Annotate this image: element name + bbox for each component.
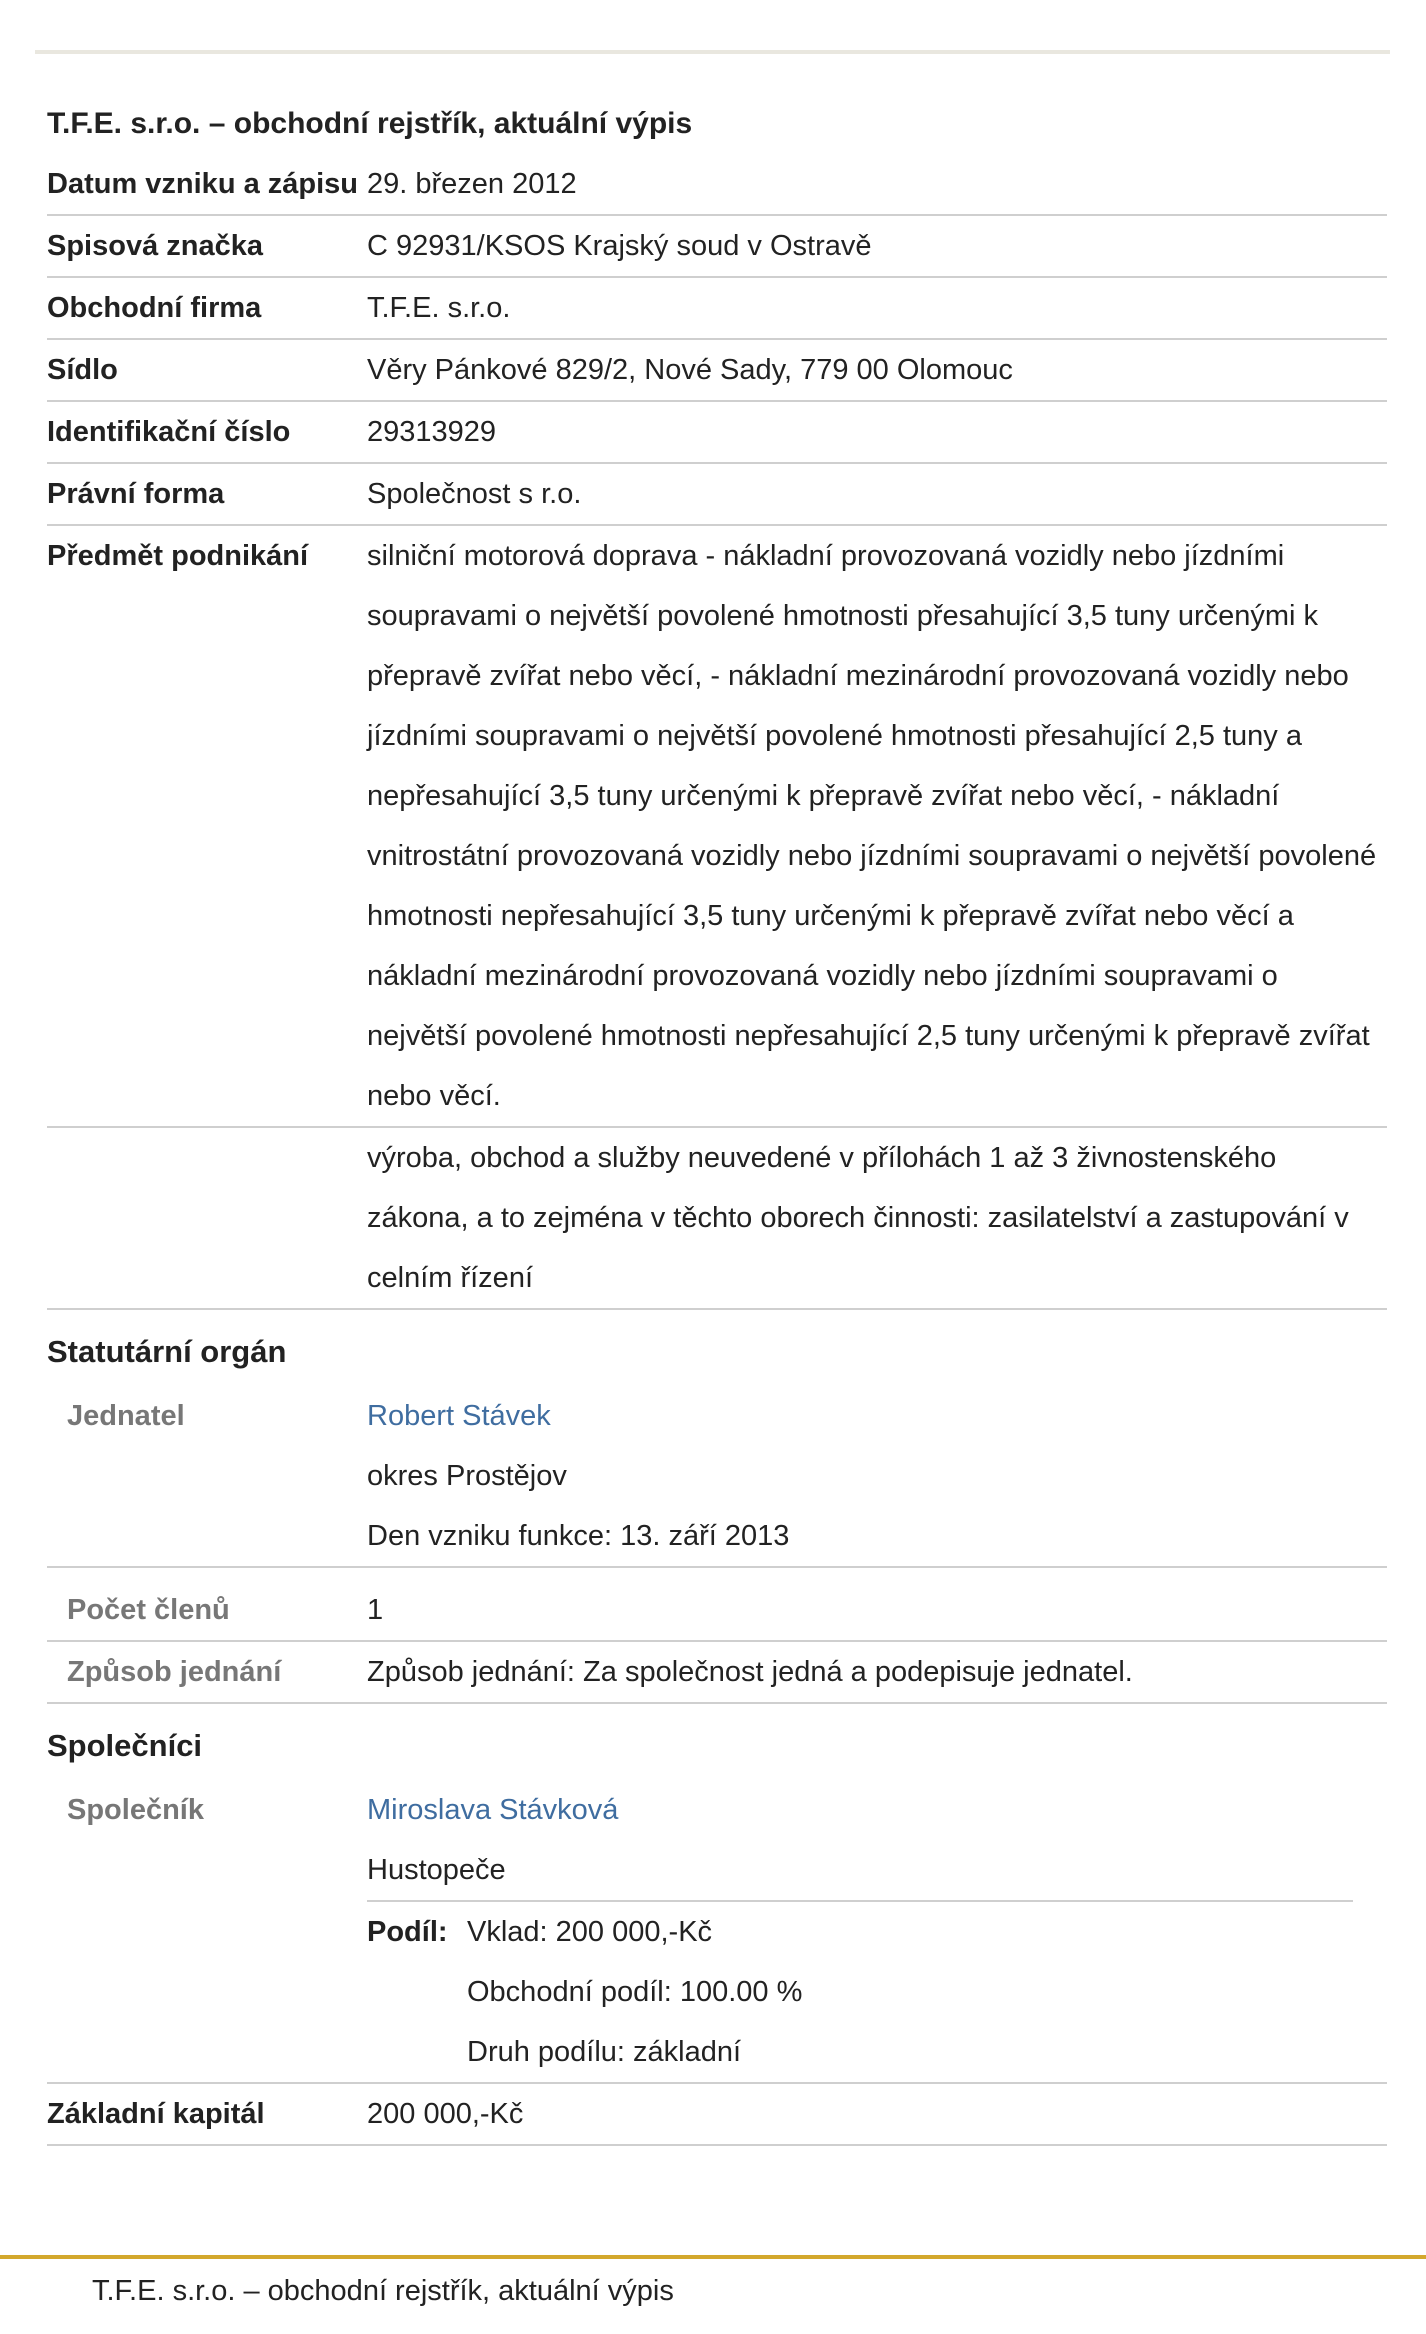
value-datum: 29. březen 2012: [367, 168, 577, 200]
podil-druh: Druh podílu: základní: [467, 2036, 742, 2068]
spolecnik-place: Hustopeče: [367, 1854, 506, 1886]
row-kapital: [47, 2084, 1387, 2146]
document-card: [35, 50, 1390, 2224]
label-datum: Datum vzniku a zápisu: [47, 168, 359, 200]
label-predmet: Předmět podnikání: [47, 540, 309, 572]
label-firma: Obchodní firma: [47, 292, 262, 324]
row-predmet-2: [47, 1128, 1387, 1310]
link-spolecnik-name[interactable]: Miroslava Stávková: [367, 1794, 619, 1826]
row-sidlo: [47, 340, 1387, 402]
jednatel-den: Den vzniku funkce: 13. září 2013: [367, 1520, 790, 1552]
row-datum: [47, 154, 1387, 216]
value-jednatel: [367, 1386, 1387, 1566]
row-spisova: [47, 216, 1387, 278]
row-jednatel: [47, 1386, 1387, 1568]
value-zpusob: Způsob jednání: Za společnost jedná a podepisuje jednatel.: [367, 1656, 1133, 1688]
row-zpusob: [47, 1642, 1387, 1704]
podil-values: [467, 1902, 802, 2082]
label-ico: Identifikační číslo: [47, 416, 291, 448]
value-spolecnik: [367, 1780, 1387, 2082]
footer-bar: [0, 2255, 1426, 2334]
podil-vklad: Vklad: 200 000,-Kč: [467, 1916, 713, 1948]
row-forma: [47, 464, 1387, 526]
value-ico: 29313929: [367, 416, 497, 448]
page-title: T.F.E. s.r.o. – obchodní rejstřík, aktuální výpis: [47, 107, 693, 140]
podil-label: Podíl:: [367, 1916, 448, 1948]
jednatel-okres: okres Prostějov: [367, 1460, 567, 1492]
label-jednatel: Jednatel: [67, 1400, 185, 1432]
row-pocet: [47, 1568, 1387, 1642]
label-pocet: Počet členů: [67, 1594, 230, 1626]
link-jednatel-name[interactable]: Robert Stávek: [367, 1400, 551, 1432]
row-ico: [47, 402, 1387, 464]
section-statutarni: Statutární orgán: [47, 1334, 287, 1369]
label-zpusob: Způsob jednání: [67, 1656, 282, 1688]
value-predmet-1: silniční motorová doprava - nákladní provozovaná vozidly nebo jízdními soupravami o největší povolené hmotnosti přesahující 3,5 tuny určenými k přepravě zvířat nebo věcí, - nákladní mezinárodní provozovaná vozidly nebo jízdními soupravami o největší povolené hmotnosti přesahující 2,5 tuny a nepřesahující 3,5 tuny určenými k přepravě zvířat nebo věcí, - nákladní vnitrostátní provozovaná vozidly nebo jízdními soupravami o největší povolené hmotnosti nepřesahující 3,5 tuny určenými k přepravě zvířat nebo věcí a nákladní mezinárodní provozovaná vozidly nebo jízdními soupravami o největší povolené hmotnosti nepřesahující 2,5 tuny určenými k přepravě zvířat nebo věcí.: [367, 540, 1377, 1112]
podil-block: [367, 1902, 1383, 2082]
podil-obchodni: Obchodní podíl: 100.00 %: [467, 1976, 803, 2008]
section-spolecnici: Společníci: [47, 1728, 203, 1763]
value-pocet: 1: [367, 1594, 384, 1626]
value-kapital: 200 000,-Kč: [367, 2098, 524, 2130]
value-firma: T.F.E. s.r.o.: [367, 292, 511, 324]
label-forma: Právní forma: [47, 478, 225, 510]
value-spisova: C 92931/KSOS Krajský soud v Ostravě: [367, 230, 872, 262]
label-predmet-empty: [47, 1128, 367, 1308]
label-sidlo: Sídlo: [47, 354, 118, 386]
label-spisova: Spisová značka: [47, 230, 263, 262]
row-predmet-1: [47, 526, 1387, 1128]
value-predmet-2: výroba, obchod a služby neuvedené v přílohách 1 až 3 živnostenského zákona, a to zejména v těchto oborech činnosti: zasilatelství a zastupování v celním řízení: [367, 1142, 1349, 1294]
label-kapital: Základní kapitál: [47, 2098, 265, 2130]
value-sidlo: Věry Pánkové 829/2, Nové Sady, 779 00 Olomouc: [367, 354, 1013, 386]
row-firma: [47, 278, 1387, 340]
footer-text: T.F.E. s.r.o. – obchodní rejstřík, aktuální výpis: [92, 2275, 674, 2307]
value-forma: Společnost s r.o.: [367, 478, 582, 510]
register-extract: [47, 94, 1387, 2146]
row-spolecnik: [47, 1780, 1387, 2084]
label-spolecnik: Společník: [67, 1794, 204, 1826]
